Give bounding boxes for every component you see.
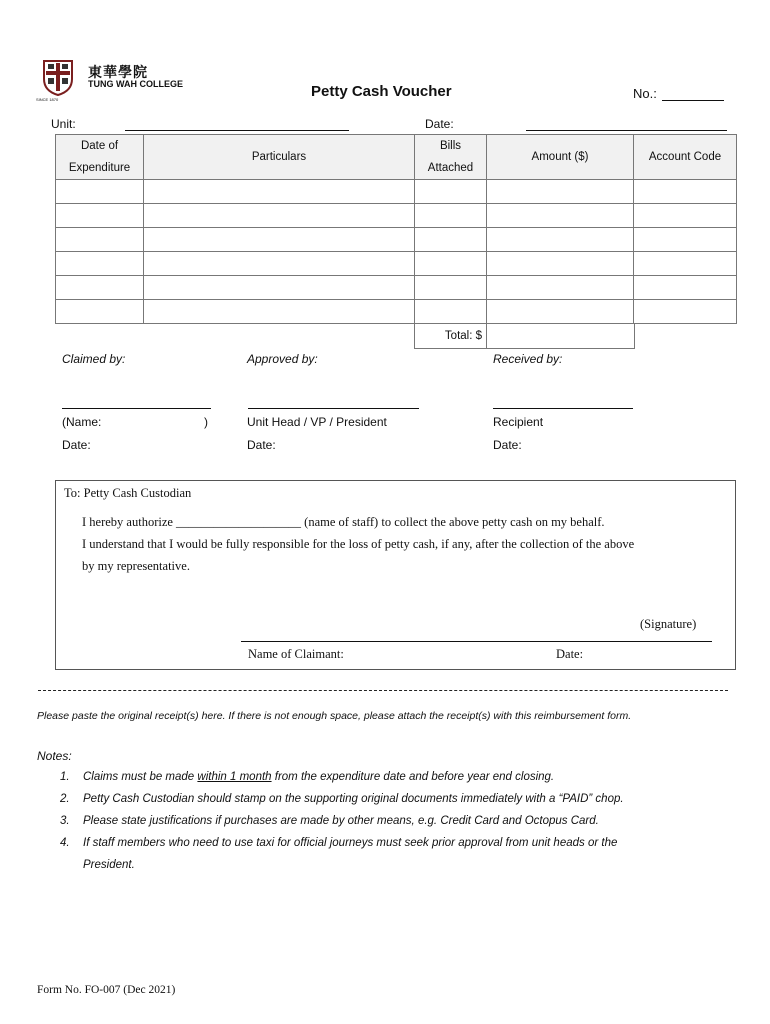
table-cell[interactable] <box>415 204 487 228</box>
table-row <box>56 228 737 252</box>
recipient-date-label: Date: <box>493 438 522 452</box>
header-account-code: Account Code <box>634 135 737 180</box>
note-1 <box>83 771 554 783</box>
table-cell[interactable] <box>415 252 487 276</box>
claimant-date-label: Date: <box>556 647 584 661</box>
received-by-label: Received by: <box>493 352 563 366</box>
authorization-box <box>55 480 736 670</box>
header-text: Date of <box>80 140 119 152</box>
page-title: Petty Cash Voucher <box>311 83 452 100</box>
note-number: 1. <box>60 771 70 783</box>
note-1-underlined: within 1 month <box>197 771 272 783</box>
receipt-instruction: Please paste the original receipt(s) here. If there is not enough space, please attach the receipt(s) with this reimbursement form. <box>37 710 632 722</box>
note-1-text: from the expenditure date and before year end closing. <box>271 771 555 783</box>
table-cell[interactable] <box>634 300 737 324</box>
signature-label: (Signature) <box>640 617 697 631</box>
authorization-line-2: I understand that I would be fully responsible for the loss of petty cash, if any, after the collection of the above <box>82 537 635 551</box>
header-text: Bills <box>439 140 462 152</box>
total-amount-field[interactable] <box>487 324 634 348</box>
table-row <box>56 300 737 324</box>
table-cell[interactable] <box>144 204 415 228</box>
table-cell[interactable] <box>415 180 487 204</box>
college-crest-icon <box>38 57 78 97</box>
table-cell[interactable] <box>56 204 144 228</box>
table-cell[interactable] <box>634 180 737 204</box>
table-cell[interactable] <box>415 276 487 300</box>
table-cell[interactable] <box>56 252 144 276</box>
table-cell[interactable] <box>634 228 737 252</box>
table-cell[interactable] <box>56 180 144 204</box>
claimant-signature-line[interactable] <box>62 408 211 409</box>
table-cell[interactable] <box>144 276 415 300</box>
note-3: Please state justifications if purchases are made by other means, e.g. Credit Card and Octopus Card. <box>83 815 599 827</box>
logo-motto: SINCE 1870 <box>36 97 59 102</box>
recipient-label: Recipient <box>493 415 544 429</box>
table-header-row <box>56 135 737 180</box>
unit-head-label: Unit Head / VP / President <box>247 415 387 429</box>
header-particulars: Particulars <box>144 135 415 180</box>
table-cell[interactable] <box>487 180 634 204</box>
table-cell[interactable] <box>634 252 737 276</box>
date-label: Date: <box>425 117 454 131</box>
total-row <box>414 324 635 349</box>
approver-date-label: Date: <box>247 438 276 452</box>
header-text: Expenditure <box>68 162 131 174</box>
claimant-date-label: Date: <box>62 438 91 452</box>
recipient-signature-line[interactable] <box>493 408 633 409</box>
table-cell[interactable] <box>56 300 144 324</box>
voucher-no-field[interactable] <box>662 100 724 101</box>
table-cell[interactable] <box>415 228 487 252</box>
cut-line-divider <box>38 690 728 691</box>
authorization-line-3: by my representative. <box>82 559 190 573</box>
name-close-paren: ) <box>204 415 208 429</box>
unit-label: Unit: <box>51 117 76 131</box>
table-cell[interactable] <box>634 276 737 300</box>
header-amount: Amount ($) <box>487 135 634 180</box>
table-cell[interactable] <box>144 252 415 276</box>
table-cell[interactable] <box>144 180 415 204</box>
date-field[interactable] <box>526 130 727 131</box>
table-cell[interactable] <box>56 228 144 252</box>
approved-by-label: Approved by: <box>247 352 318 366</box>
table-cell[interactable] <box>144 300 415 324</box>
header-bills-attached <box>415 135 487 180</box>
claimant-signature-line[interactable] <box>241 641 712 642</box>
claimant-name-label: Name of Claimant: <box>248 647 344 661</box>
notes-heading: Notes: <box>37 749 72 763</box>
note-4: If staff members who need to use taxi for official journeys must seek prior approval from unit heads or the <box>83 837 618 849</box>
table-cell[interactable] <box>56 276 144 300</box>
table-cell[interactable] <box>144 228 415 252</box>
note-number: 2. <box>60 793 70 805</box>
logo-english-name: TUNG WAH COLLEGE <box>88 79 183 89</box>
unit-field[interactable] <box>125 130 349 131</box>
table-row <box>56 252 737 276</box>
name-label: (Name: <box>62 415 102 429</box>
approver-signature-line[interactable] <box>248 408 419 409</box>
table-cell[interactable] <box>487 252 634 276</box>
table-row <box>56 276 737 300</box>
expenditure-table <box>55 134 737 324</box>
form-number: Form No. FO-007 (Dec 2021) <box>37 984 176 996</box>
note-number: 3. <box>60 815 70 827</box>
table-cell[interactable] <box>487 204 634 228</box>
table-cell[interactable] <box>487 300 634 324</box>
header-text: Attached <box>427 162 474 174</box>
table-cell[interactable] <box>415 300 487 324</box>
claimed-by-label: Claimed by: <box>62 352 126 366</box>
note-2: Petty Cash Custodian should stamp on the supporting original documents immediately with a “PAID” chop. <box>83 793 624 805</box>
note-number: 4. <box>60 837 70 849</box>
table-cell[interactable] <box>634 204 737 228</box>
authorization-to: To: Petty Cash Custodian <box>64 486 192 500</box>
total-label: Total: $ <box>415 324 487 348</box>
logo-chinese-name: 東華學院 <box>88 64 148 80</box>
header-date-of-expenditure <box>56 135 144 180</box>
table-cell[interactable] <box>487 228 634 252</box>
voucher-no-label: No.: <box>633 86 657 101</box>
note-1-text: Claims must be made <box>83 771 198 783</box>
authorization-line-1: I hereby authorize ____________________ (name of staff) to collect the above petty cash on my behalf. <box>82 515 605 529</box>
table-row <box>56 204 737 228</box>
table-cell[interactable] <box>487 276 634 300</box>
note-4-continued: President. <box>83 859 135 871</box>
table-row <box>56 180 737 204</box>
